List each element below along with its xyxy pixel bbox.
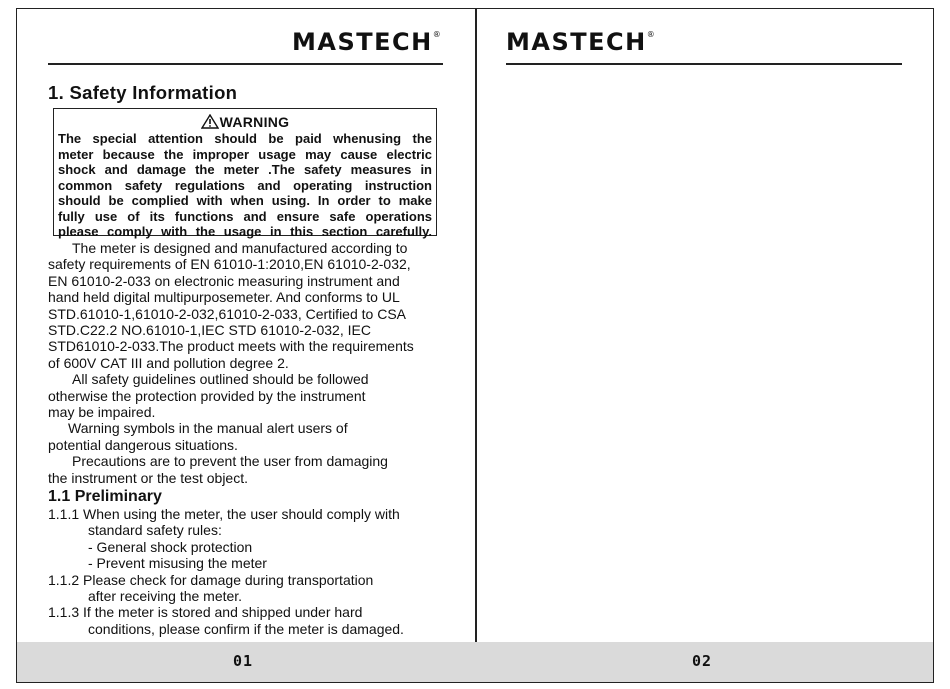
body-line: Precautions are to prevent the user from damaging <box>72 453 388 470</box>
body-line: safety requirements of EN 61010-1:2010,EN 61010-2-032, <box>48 256 411 273</box>
warning-line: The special attention should be paid whenusing the <box>58 131 432 146</box>
section-heading: 1. Safety Information <box>48 82 238 103</box>
body-text <box>48 240 414 486</box>
body-line: STD.C22.2 NO.61010-1,IEC STD 61010-2-032, IEC <box>48 322 371 339</box>
warning-line: please comply with the usage in this section carefully. <box>58 224 432 239</box>
body-line: All safety guidelines outlined should be followed <box>72 371 369 388</box>
warning-box <box>53 108 437 239</box>
brand-logo-right: MASTECH® <box>506 28 657 56</box>
header-rule-right <box>506 63 902 65</box>
warning-line: fully use of its functions and ensure safe operations <box>58 208 432 224</box>
subsection-heading: 1.1 Preliminary <box>48 488 162 505</box>
header-rule-left <box>48 63 443 65</box>
page-number-left: 01 <box>233 652 254 670</box>
brand-logo-left: MASTECH® <box>292 28 443 56</box>
footer-band <box>17 642 933 682</box>
list-item: 1.1.1 When using the meter, the user should comply with <box>48 506 400 522</box>
list-subitem: - Prevent misusing the meter <box>88 555 267 572</box>
body-line: The meter is designed and manufactured according to <box>72 240 408 256</box>
list-item-continuation: standard safety rules: <box>88 522 222 539</box>
body-line: STD.61010-1,61010-2-032,61010-2-033, Certified to CSA <box>48 305 406 322</box>
page-divider <box>475 8 477 683</box>
body-line: may be impaired. <box>48 404 156 421</box>
warning-line: shock and damage the meter .The safety measures in <box>58 162 432 177</box>
list-subitem: - General shock protection <box>88 538 253 555</box>
body-line: the instrument or the test object. <box>48 469 248 486</box>
preliminary-list <box>48 506 404 637</box>
warning-triangle-icon <box>201 114 219 129</box>
list-item-continuation: conditions, please confirm if the meter is damaged. <box>88 620 404 637</box>
body-line: EN 61010-2-033 on electronic measuring instrument and <box>48 272 400 289</box>
warning-line: common safety regulations and operating instruction <box>58 177 432 193</box>
body-line: of 600V CAT III and pollution degree 2. <box>48 354 289 371</box>
body-line: Warning symbols in the manual alert users of <box>68 420 348 437</box>
body-line: potential dangerous situations. <box>48 436 238 453</box>
body-line: hand held digital multipurposemeter. And conforms to UL <box>48 289 400 306</box>
body-line: STD61010-2-033.The product meets with the requirements <box>48 338 414 355</box>
warning-line: meter because the improper usage may cause electric <box>58 146 432 162</box>
page-number-right: 02 <box>692 652 713 670</box>
list-item: 1.1.2 Please check for damage during transportation <box>48 571 374 588</box>
list-item: 1.1.3 If the meter is stored and shipped under hard <box>48 604 363 621</box>
list-item-continuation: after receiving the meter. <box>88 588 243 605</box>
warning-text <box>58 131 432 240</box>
warning-title: WARNING <box>54 114 436 130</box>
warning-line: should be complied with when using. In order to make <box>58 193 432 208</box>
body-line: otherwise the protection provided by the instrument <box>48 387 366 404</box>
